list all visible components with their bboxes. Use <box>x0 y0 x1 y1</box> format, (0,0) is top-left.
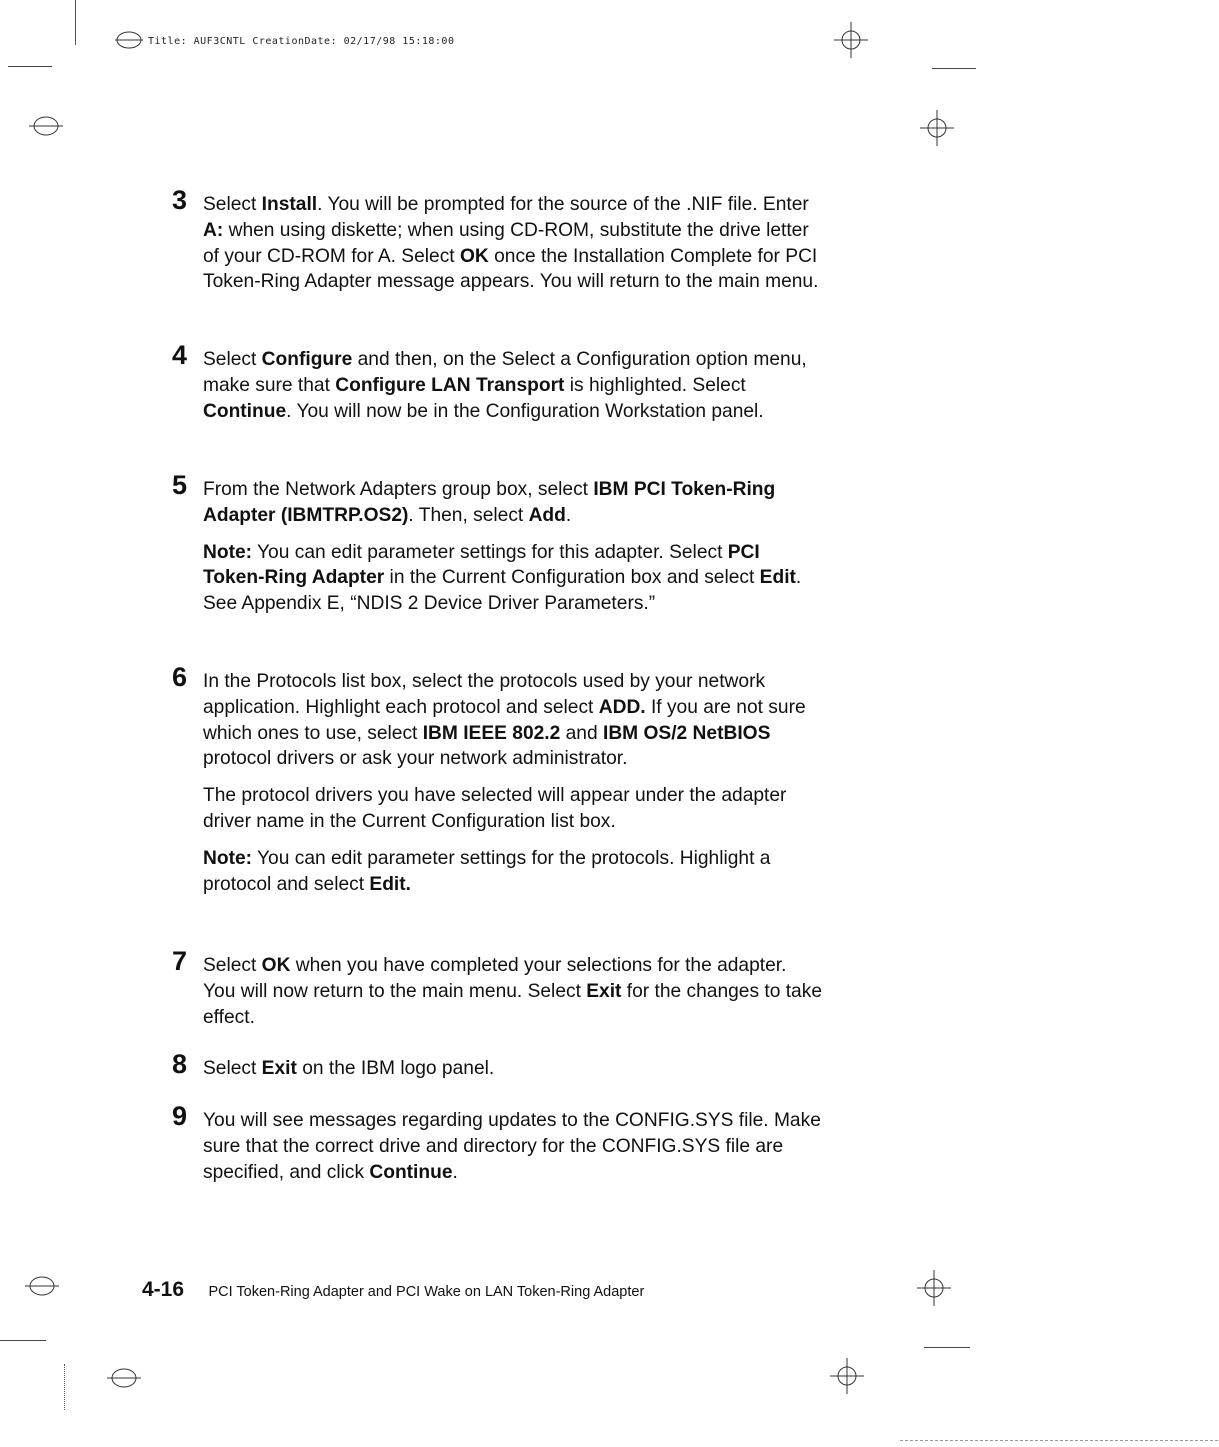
step-paragraph <box>203 669 822 772</box>
body-text: for the changes to take effect. <box>203 980 822 1028</box>
step-3 <box>172 185 822 295</box>
step-5 <box>172 470 822 617</box>
body-text: in the Current Configuration box and select <box>384 567 760 589</box>
emphasis-text: Note: <box>203 541 253 563</box>
step-text <box>203 669 822 897</box>
body-text: on the IBM logo panel. <box>296 1058 495 1079</box>
emphasis-text: Edit <box>759 567 796 589</box>
step-text <box>203 1108 822 1185</box>
step-number: 6 <box>172 662 188 692</box>
step-paragraph <box>203 1108 822 1185</box>
body-text: when you have completed your selections for the adapter. You will now return to the main menu. Select <box>203 955 787 1002</box>
body-text: protocol drivers or ask your network administrator. <box>203 748 628 770</box>
step-number: 3 <box>172 185 188 215</box>
body-text: . <box>565 504 572 526</box>
emphasis-text: Exit <box>586 980 622 1002</box>
step-paragraph <box>203 953 822 1030</box>
emphasis-text: Exit <box>261 1058 297 1079</box>
body-text: . See Appendix E, “NDIS 2 Device Driver Parameters.” <box>203 567 802 615</box>
body-text: You can edit parameter settings for the protocols. Highlight a protocol and select <box>203 847 771 895</box>
emphasis-text: Continue <box>369 1161 453 1183</box>
body-text: . You will be prompted for the source of the .NIF file. Enter <box>317 194 809 215</box>
step-9 <box>172 1101 822 1185</box>
body-text: Select <box>203 349 262 370</box>
step-paragraph <box>203 192 822 295</box>
emphasis-text: Continue <box>203 400 287 422</box>
emphasis-text: IBM IEEE 802.2 <box>422 722 561 744</box>
body-text: when using diskette; when using CD-ROM, substitute the drive letter of your CD-ROM for A. Select <box>203 219 809 267</box>
page-number: 4-16 <box>142 1278 185 1301</box>
step-paragraph <box>203 347 822 424</box>
crop-mark-vertical <box>75 0 76 45</box>
body-text: and then, on the Select a Configuration option menu, make sure that <box>203 349 807 396</box>
registration-mark-icon <box>114 28 144 52</box>
step-text <box>203 477 822 617</box>
emphasis-text: IBM PCI Token-Ring Adapter (IBMTRP.OS2) <box>203 479 776 526</box>
crop-mark-bottom-left <box>0 1340 46 1341</box>
body-text: and <box>560 722 603 744</box>
body-text: If you are not sure which ones to use, select <box>203 696 806 744</box>
emphasis-text: Configure <box>261 349 353 370</box>
body-text: From the Network Adapters group box, select <box>203 479 594 500</box>
step-note-paragraph <box>203 846 822 898</box>
crop-mark-top-left <box>8 66 52 67</box>
body-text: . Then, select <box>408 504 529 526</box>
step-text <box>203 953 822 1030</box>
body-text: You will see messages regarding updates to the CONFIG.SYS file. Make sure that the correct drive and directory for the CONFIG.SYS file are specified, and click <box>203 1110 821 1183</box>
emphasis-text: Configure LAN Transport <box>335 374 565 396</box>
step-note-paragraph <box>203 540 822 617</box>
emphasis-text: A: <box>203 219 224 241</box>
body-text: You can edit parameter settings for this adapter. Select <box>252 541 728 563</box>
crosshair-mark-icon <box>832 20 870 60</box>
step-number: 4 <box>172 340 188 370</box>
registration-mark-icon <box>22 1272 62 1300</box>
step-7 <box>172 946 822 1030</box>
body-text: is highlighted. Select <box>564 374 746 396</box>
emphasis-text: ADD. <box>598 696 646 718</box>
crop-mark-dotted <box>64 1364 65 1410</box>
step-8 <box>172 1049 822 1082</box>
step-text <box>203 1056 822 1082</box>
registration-mark-icon <box>104 1364 144 1392</box>
emphasis-text: Note: <box>203 847 253 869</box>
scan-artifact-line <box>900 1440 1218 1441</box>
step-text <box>203 192 822 295</box>
page-footer <box>142 1278 644 1302</box>
step-paragraph <box>203 477 822 529</box>
step-text <box>203 347 822 424</box>
crop-mark-top-right <box>932 68 976 69</box>
body-text: once the Installation Complete for PCI Token-Ring Adapter message appears. You will return to the main menu. <box>203 245 819 293</box>
crop-mark-bottom-right <box>924 1347 970 1348</box>
body-text: In the Protocols list box, select the protocols used by your network application. Highlight each protocol and select <box>203 671 766 718</box>
crosshair-mark-icon <box>918 108 956 148</box>
print-header: Title: AUF3CNTL CreationDate: 02/17/98 15:18:00 <box>148 36 455 47</box>
registration-mark-icon <box>26 112 66 140</box>
step-number: 8 <box>172 1049 188 1079</box>
emphasis-text: Edit. <box>369 873 411 895</box>
body-text: Select <box>203 194 262 215</box>
step-note-paragraph <box>203 783 822 835</box>
step-number: 5 <box>172 470 188 500</box>
crosshair-mark-icon <box>915 1268 953 1308</box>
emphasis-text: OK <box>261 955 291 976</box>
body-text: The protocol drivers you have selected will appear under the adapter driver name in the Current Configuration list box. <box>203 785 787 832</box>
body-text: Select <box>203 955 262 976</box>
step-4 <box>172 340 822 424</box>
body-text: . <box>452 1161 458 1183</box>
step-number: 9 <box>172 1101 188 1131</box>
crosshair-mark-icon <box>828 1356 866 1396</box>
emphasis-text: Add <box>528 504 566 526</box>
step-number: 7 <box>172 946 188 976</box>
step-paragraph <box>203 1056 822 1082</box>
body-text: Select <box>203 1058 262 1079</box>
emphasis-text: PCI Token-Ring Adapter <box>203 541 760 589</box>
footer-title: PCI Token-Ring Adapter and PCI Wake on LAN Token-Ring Adapter <box>208 1284 645 1300</box>
emphasis-text: Install <box>261 194 318 215</box>
emphasis-text: IBM OS/2 NetBIOS <box>602 722 771 744</box>
body-text: . You will now be in the Configuration Workstation panel. <box>286 400 764 422</box>
step-6 <box>172 662 822 897</box>
emphasis-text: OK <box>459 245 489 267</box>
